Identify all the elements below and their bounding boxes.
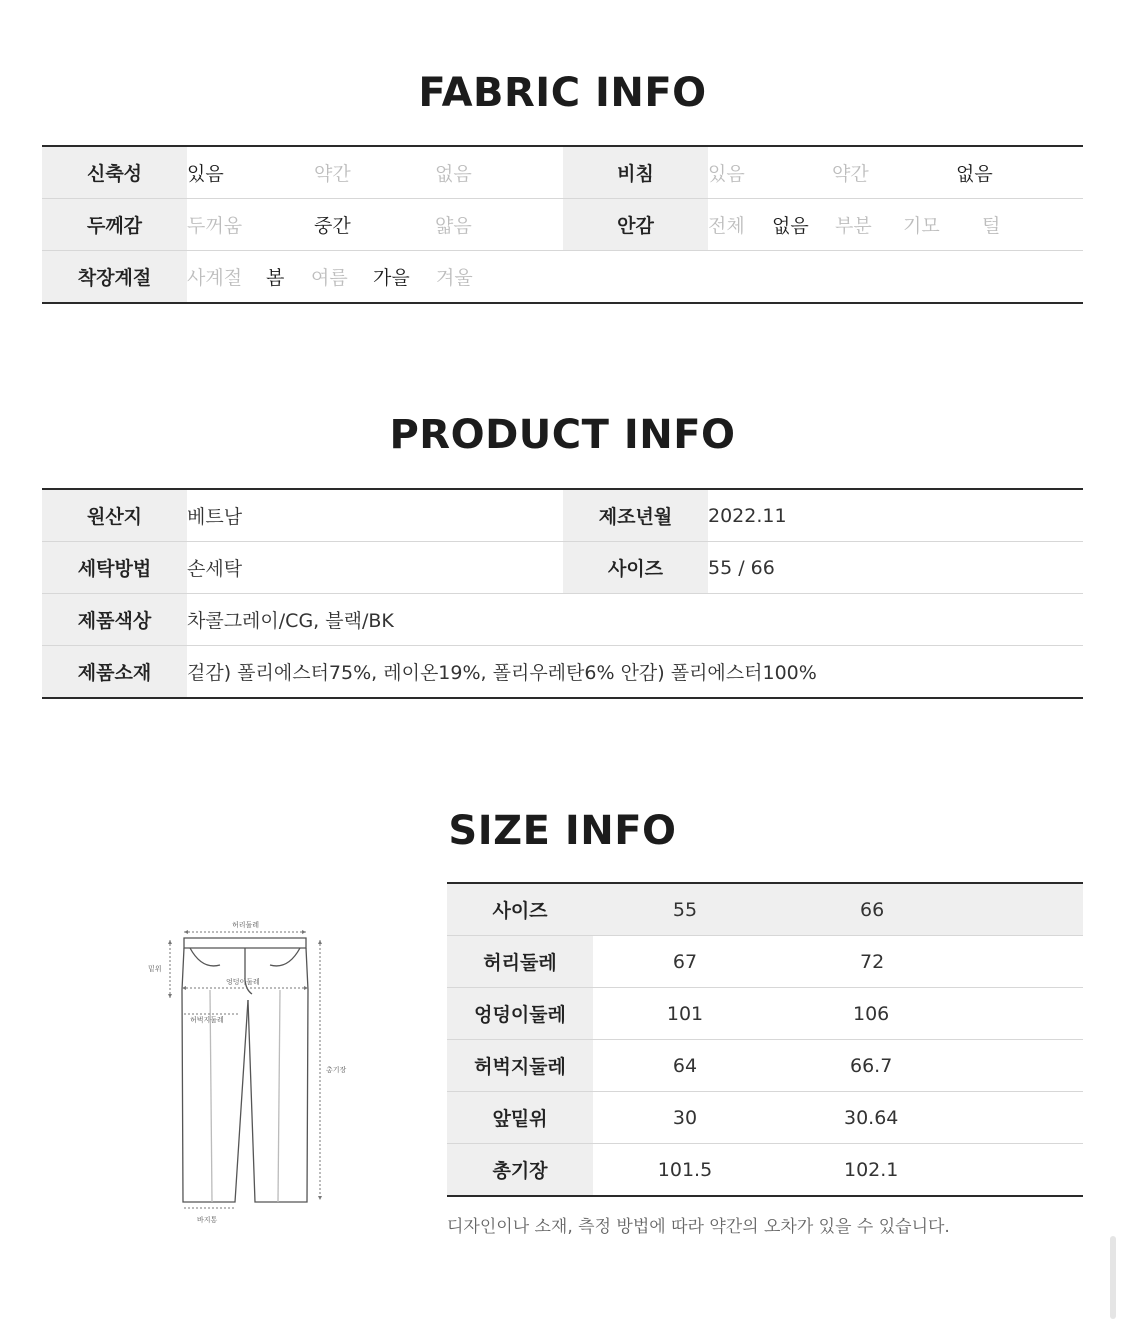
fabric-row-2 (42, 199, 1083, 251)
diagram-label-rise: 밑위 (148, 965, 162, 973)
sheer-option: 약간 (832, 163, 869, 185)
pants-illustration (140, 910, 370, 1230)
color-label: 제품색상 (42, 594, 187, 646)
season-option: 봄 (266, 267, 285, 289)
size-cell-55: 30 (593, 1092, 777, 1144)
thickness-option: 얇음 (435, 215, 472, 237)
product-info-title: PRODUCT INFO (389, 412, 736, 458)
size-cell-66: 106 (795, 988, 1083, 1040)
size-info-title: SIZE INFO (448, 808, 677, 854)
lining-option: 없음 (772, 215, 809, 237)
thickness-option: 두꺼움 (187, 215, 243, 237)
sheer-option: 있음 (708, 163, 745, 185)
size-table-header-row (447, 883, 1083, 936)
product-row (42, 594, 1083, 646)
size-row-label: 허리둘레 (447, 936, 593, 988)
size-cell-55: 101.5 (657, 1158, 713, 1181)
diagram-label-hem: 바지통 (197, 1216, 218, 1224)
thickness-option: 중간 (314, 215, 351, 237)
fabric-info-table (42, 145, 1083, 304)
product-row (42, 542, 1083, 594)
stretch-option: 있음 (187, 163, 224, 185)
size-cell-66: 66.7 (795, 1040, 1083, 1092)
size-table-row (447, 988, 1083, 1040)
size-row-label: 사이즈 (447, 883, 593, 936)
lining-label: 안감 (563, 199, 708, 251)
diagram-label-length: 총기장 (326, 1066, 347, 1074)
season-label: 착장계절 (42, 251, 187, 304)
washing-value: 손세탁 (187, 542, 563, 594)
size-table-row (447, 1092, 1083, 1144)
fabric-row-1 (42, 146, 1083, 199)
size-label: 사이즈 (563, 542, 708, 594)
size-table-row (447, 1144, 1083, 1197)
size-table-row (447, 936, 1083, 988)
sheer-option: 없음 (956, 163, 993, 185)
size-info-table (447, 882, 1083, 1197)
stretch-option: 약간 (314, 163, 351, 185)
origin-label: 원산지 (42, 489, 187, 542)
size-cell-66: 72 (795, 936, 1083, 988)
origin-value: 베트남 (187, 489, 563, 542)
fabric-info-title: FABRIC INFO (418, 70, 707, 116)
color-value: 차콜그레이/CG, 블랙/BK (187, 594, 1083, 646)
season-option: 여름 (311, 267, 348, 289)
product-row (42, 489, 1083, 542)
size-cell-55: 101 (593, 988, 777, 1040)
diagram-label-thigh: 허벅지둘레 (190, 1016, 224, 1024)
size-value: 55 / 66 (708, 542, 1083, 594)
page-scrollbar[interactable] (1110, 1236, 1116, 1319)
pants-size-diagram (140, 910, 370, 1230)
material-label: 제품소재 (42, 646, 187, 699)
stretch-option: 없음 (435, 163, 472, 185)
size-row-label: 총기장 (447, 1144, 593, 1197)
lining-option: 털 (982, 215, 1001, 237)
season-option: 가을 (373, 267, 410, 289)
size-table-row (447, 1040, 1083, 1092)
thickness-options (187, 199, 563, 251)
season-option: 겨울 (436, 267, 473, 289)
material-value: 겉감) 폴리에스터75%, 레이온19%, 폴리우레탄6% 안감) 폴리에스터100% (187, 662, 817, 684)
size-row-label: 허벅지둘레 (447, 1040, 593, 1092)
washing-label: 세탁방법 (42, 542, 187, 594)
size-cell-55: 64 (593, 1040, 777, 1092)
size-row-label: 앞밑위 (447, 1092, 593, 1144)
size-cell-55: 67 (593, 936, 777, 988)
size-cell-66: 66 (795, 883, 1083, 936)
size-cell-55: 55 (593, 883, 777, 936)
size-cell-66: 102.1 (844, 1158, 899, 1181)
size-row-label: 엉덩이둘레 (447, 988, 593, 1040)
sheer-label: 비침 (563, 146, 708, 199)
stretch-options (187, 146, 563, 199)
size-cell-66: 30.64 (795, 1092, 1083, 1144)
lining-options (708, 199, 1083, 251)
lining-option: 전체 (708, 215, 745, 237)
product-row (42, 646, 1083, 699)
fabric-row-3 (42, 251, 1083, 304)
lining-option: 부분 (835, 215, 872, 237)
season-option: 사계절 (187, 267, 243, 289)
lining-option: 기모 (903, 215, 940, 237)
diagram-label-hip: 엉덩이둘레 (226, 978, 260, 986)
manufactured-label: 제조년월 (563, 489, 708, 542)
season-options (187, 251, 1083, 304)
size-disclaimer-note: 디자인이나 소재, 측정 방법에 따라 약간의 오차가 있을 수 있습니다. (447, 1217, 950, 1237)
thickness-label: 두께감 (42, 199, 187, 251)
sheer-options (708, 146, 1083, 199)
diagram-label-waist: 허리둘레 (232, 921, 260, 929)
manufactured-value: 2022.11 (708, 489, 1083, 542)
stretch-label: 신축성 (42, 146, 187, 199)
product-info-table (42, 488, 1083, 699)
